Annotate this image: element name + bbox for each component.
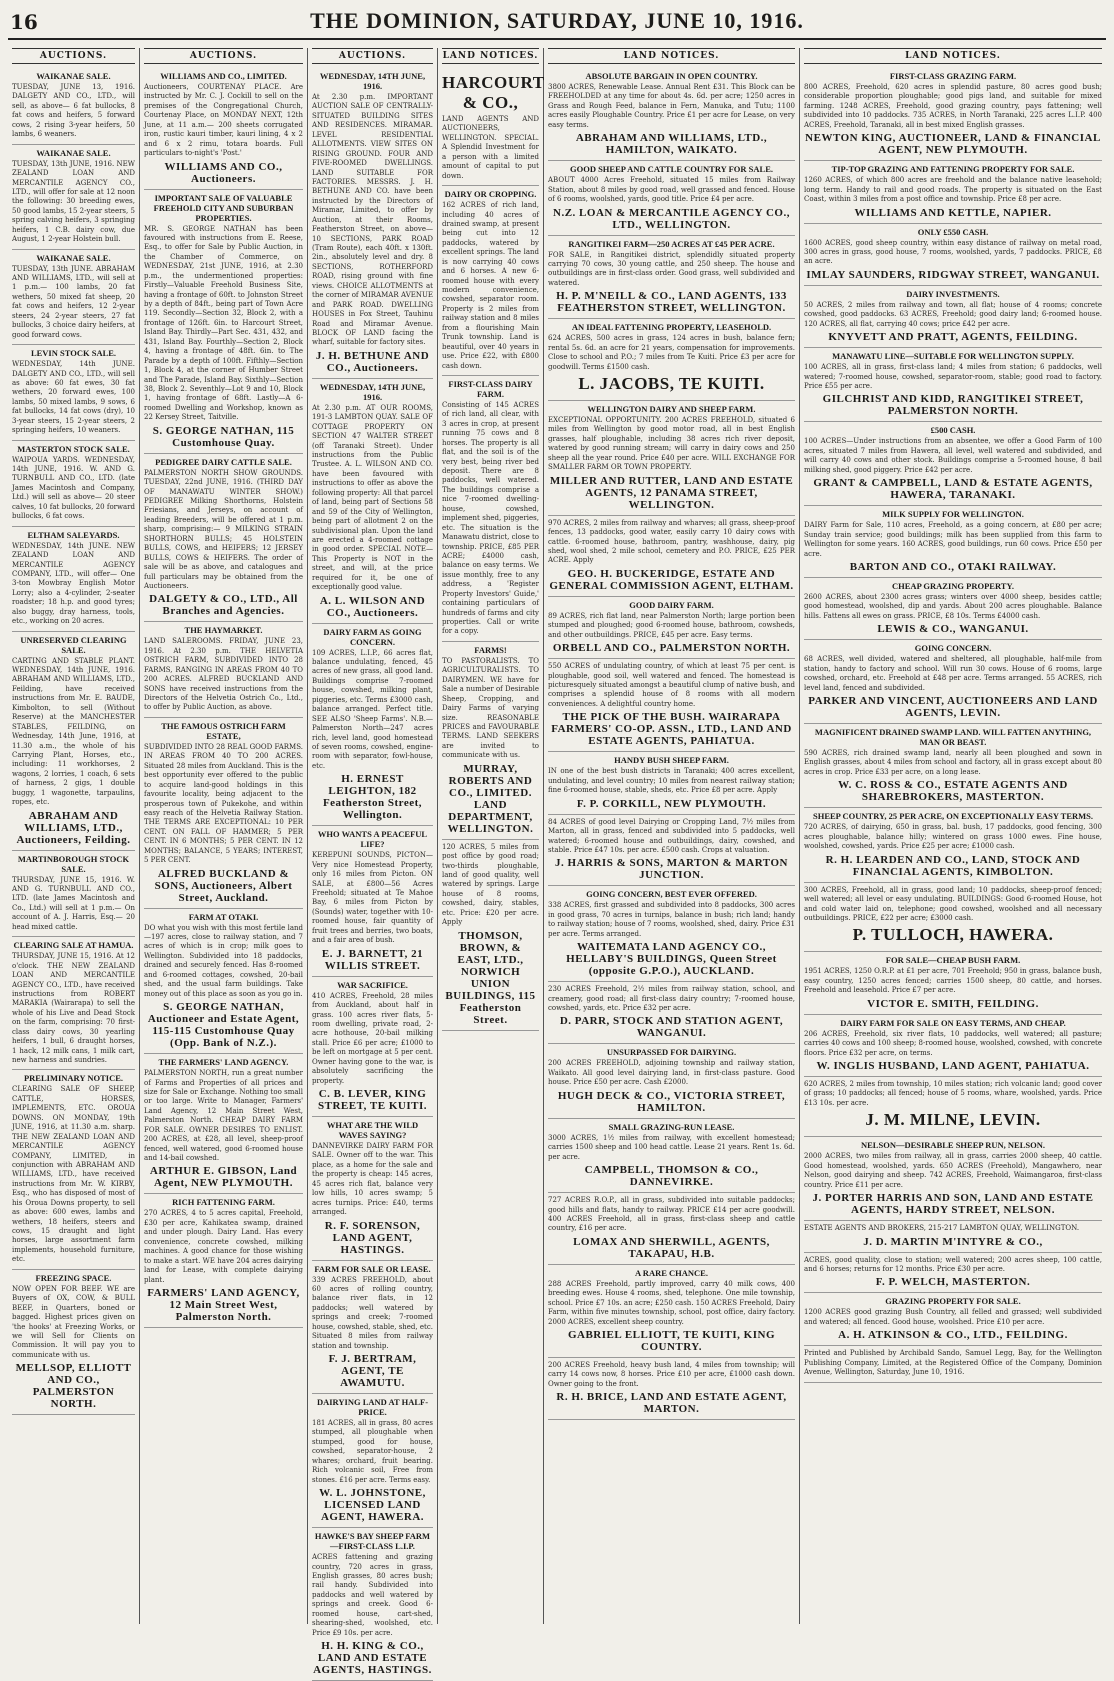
ad-signature: H. P. M'NEILL & CO., LAND AGENTS, 133 FEATHERSTON STREET, WELLINGTON.: [556, 290, 787, 315]
ad-body: 3800 ACRES, Renewable Lease. Annual Rent £31. This Block can be FREEHOLDED at any time for about 4s. 6d. per acre; 1250 acres in Grass and Rough Feed, balance in Fern, Manuka, and Tutu; 1100 acres easily Ploughable Country. Price £1 per acre for Lease, on very easy terms.: [548, 83, 795, 129]
ad-body: Consisting of 145 ACRES of rich land, all clear, with 3 acres in crop, at present running 75 cows and 8 horses. The property is all flat, and the soil is of the very best, being river bed deposit. There are 8 paddocks, well watered. The buildings comprise a nice 7-roomed dwelling-house, cowshed, implement shed, piggeries, etc. The situation is the Manawatu district, close to township. PRICE, £85 PER ACRE; £4000 cash, balance on easy terms. We issue monthly, free to any address, a 'Register Property Investors' Guide,' containing particulars of hundreds of farms and city properties. Call or write for a copy.: [442, 400, 539, 636]
column-heading: AUCTIONS.: [144, 48, 303, 64]
advertisement: [804, 808, 1102, 882]
ad-heading: NELSON—DESIRABLE SHEEP RUN, NELSON.: [861, 1140, 1045, 1151]
ad-signature: FARMERS' LAND AGENCY, 12 Main Street West, Palmerston North.: [147, 1286, 300, 1323]
ad-body: WAIPOUA YARDS. WEDNESDAY, 14th JUNE, 1916. W. AND G. TURNBULL AND CO., LTD. (late James Macintosh and Company, Ltd.) will sell as above— 20 steer calves, 10 fat bullocks, 20 forward bullocks, 6 fat cows.: [12, 455, 135, 521]
ad-heading: FIRST-CLASS DAIRY FARM.: [448, 378, 533, 399]
advertisement: [804, 1253, 1102, 1294]
ad-signature: ABRAHAM AND WILLIAMS, LTD., Auctioneers, Feilding.: [16, 809, 131, 846]
ad-signature: WILLIAMS AND KETTLE, NAPIER.: [854, 206, 1052, 219]
ad-heading: TIP-TOP GRAZING AND FATTENING PROPERTY FOR SALE.: [831, 164, 1075, 175]
advertisement: [548, 401, 795, 516]
ad-heading: RANGITIKEI FARM—250 ACRES AT £45 PER ACRE.: [568, 238, 775, 249]
advertisement: [442, 68, 545, 186]
ad-signature: ARTHUR E. GIBSON, Land Agent, NEW PLYMOUTH.: [149, 1165, 298, 1190]
ad-body: 200 ACRES Freehold, heavy bush land, 4 miles from township; will carry 14 cows now, 8 horses. Price £10 per acre, £1000 cash down. Owner going to the front.: [548, 1361, 795, 1388]
column-2: [140, 48, 308, 1624]
ad-body: 624 ACRES, 500 acres in grass, 124 acres in bush, balance fern; rental 5s. 6d. an acre for 21 years, compensation for improvements. Close to school and P.O.; 7 miles from Te Kuiti. Price £3 per acre for goodwill. Terms £1500 cash.: [548, 334, 795, 371]
ad-heading: WAR SACRIFICE.: [337, 979, 408, 990]
ad-body: DO what you wish with this most fertile land—197 acres, close to railway station, and 7 acres of which is in crop; milk goes to Wellington. Subdivided into 18 paddocks, drained and securely fenced. Has 8-roomed and 6-roomed cottages, cowshed, 20-bail shed, and the usual farm buildings. Take money out of this place as soon as you go in.: [144, 923, 303, 998]
ad-heading: FREEZING SPACE.: [35, 1272, 112, 1283]
ad-signature: LOMAX AND SHERWILL, AGENTS, TAKAPAU, H.B.: [573, 1235, 770, 1260]
advertisement: [804, 640, 1102, 724]
advertisement: [144, 718, 303, 909]
ad-body: 590 ACRES, rich drained swamp land, nearly all been ploughed and sown in English grasses, about 4 miles from school and factory, all in grass except about 80 acres in crop. Price £33 per acre, on a long lease.: [804, 749, 1102, 776]
ad-body: 200 ACRES FREEHOLD, adjoining township and railway station, Waikato. All good level dairying land, in first-class pasture. Good house. Price £50 per acre. Cash £2000.: [548, 1059, 795, 1087]
ad-heading: DAIRY FARM FOR SALE ON EASY TERMS, AND CHEAP.: [840, 1017, 1066, 1028]
advertisement: [312, 68, 433, 379]
ad-signature: J. D. MARTIN M'INTYRE & CO.,: [863, 1235, 1043, 1248]
ad-body: ACRES fattening and grazing country, 720 acres in grass, English grasses, 80 acres bush; rail handy. Subdivided into paddocks and well watered by springs and creek. Good 6-roomed house, cart-shed, shearing-shed, woolshed, etc. Price £9 10s. per acre.: [312, 1553, 433, 1637]
ad-signature: N.Z. LOAN & MERCANTILE AGENCY CO., LTD., WELLINGTON.: [553, 206, 790, 231]
ad-body: EXCEPTIONAL OPPORTUNITY. 200 ACRES FREEHOLD, situated 6 miles from Wellington by good motor road, all in best English grasses, half ploughable, including 38 acres rich river deposit, watered by good running stream; will carry in dairy cows and 250 sheep all the year round. Price £40 per acre. WILL EXCHANGE FOR SMALLER FARM OR TOWN PROPERTY.: [548, 416, 795, 472]
ad-body: ESTATE AGENTS AND BROKERS, 215-217 LAMBTON QUAY, WELLINGTON.: [804, 1224, 1080, 1233]
ad-body: PALMERSTON NORTH, run a great number of Farms and Properties of all prices and size for Sale or Exchange. Nothing too small or too large. Write to Manager, Farmers' Land Agency, 12 Main Street West, Palmerston North. CHEAP DAIRY FARM FOR SALE. OWNER DESIRES TO ENLIST. 200 ACRES, at £28, all level, sheep-proof fenced, well watered, good 6-roomed house and 14-bail cowshed.: [144, 1069, 303, 1162]
ad-heading: £500 CASH.: [930, 425, 976, 436]
ad-heading: UNRESERVED CLEARING SALE.: [20, 634, 127, 655]
advertisement: [144, 68, 303, 190]
ad-body: ACRES, good quality, close to station; well watered; 200 acres sheep, 100 cattle, and 6 horses; returns for 12 months. Price £30 per acre.: [804, 1255, 1102, 1273]
ad-heading: UNSURPASSED FOR DAIRYING.: [606, 1047, 737, 1058]
ad-signature: PARKER AND VINCENT, AUCTIONEERS AND LAND AGENTS, LEVIN.: [808, 695, 1098, 719]
ad-body: Auctioneers, COURTENAY PLACE. Are instructed by Mr. C. J. Cockill to sell on the premises of the Congregational Church, Courtenay Place, on MONDAY NEXT, 12th June, at 11 a.m.— 200 sheets corrugated iron, rustic kauri timber, kauri lining, 4 x 2 and 6 x 2 rimu, totara boards. Full particulars to-night's 'Post.': [144, 83, 303, 158]
advertisement: [548, 886, 795, 982]
ad-signature: J. M. MILNE, LEVIN.: [865, 1110, 1041, 1130]
column-1: [8, 48, 140, 1624]
advertisement: [804, 1293, 1102, 1346]
ad-body: 1260 ACRES, of which 800 acres are freehold and the balance native leasehold; long term. Handy to rail and good roads. The property is situated on the East Coast, within 3 miles from a post office and township. Price £8 per acre.: [804, 176, 1102, 204]
advertisement: [548, 1358, 795, 1420]
ad-body: 50 ACRES, 2 miles from railway and town, all flat; house of 4 rooms; concrete cowshed, good paddocks. 63 ACRES, Freehold; good dairy land; 6-roomed house. 120 ACRES, all flat, carrying 40 cows; price £42 per acre.: [804, 300, 1102, 328]
ad-body: 339 ACRES FREEHOLD, about 60 acres of rolling country, balance river flats, in 12 paddocks; well watered by springs and creek; 7-roomed house, cowshed, stable, shed, etc. Situated 8 miles from railway station and township.: [312, 1275, 433, 1350]
ad-heading: FARM FOR SALE OR LEASE.: [314, 1263, 431, 1274]
ad-heading: WAIKANAE SALE.: [36, 147, 111, 158]
ad-body: 3000 ACRES, 1½ miles from railway, with excellent homestead; carries 1500 sheep and 100 head cattle. Lease 21 years. Rent 1s. 6d. per acre.: [548, 1133, 795, 1161]
advertisement: [804, 1137, 1102, 1221]
ad-heading: PRELIMINARY NOTICE.: [23, 1073, 124, 1084]
advertisement: [804, 1221, 1102, 1252]
advertisement: [12, 937, 135, 1070]
ad-heading: LEVIN STOCK SALE.: [30, 348, 117, 359]
ad-heading: RICH FATTENING FARM.: [172, 1197, 275, 1208]
advertisement: [804, 952, 1102, 1014]
ad-body: TUESDAY, JUNE 13, 1916. DALGETY AND CO., LTD., will sell, as above— 6 fat bullocks, 8 fat cows and heifers, 5 forward cows, 2 rising 3-year heifers, 50 lambs, 6 weaners.: [12, 83, 135, 139]
advertisement: [442, 840, 539, 1031]
advertisement: [548, 516, 795, 597]
ad-signature: THE PICK OF THE BUSH. WAIRARAPA FARMERS' CO-OP. ASSN., LTD., LAND AND ESTATE AGENTS, PAHIATUA.: [551, 711, 792, 748]
column-3: [308, 48, 438, 1676]
advertisement: [804, 1015, 1102, 1077]
ad-body: 100 ACRES, all in grass, first-class land; 4 miles from station; 6 paddocks, well watered; 7-roomed house, cowshed, separator-room, stable; good road to factory. Price £55 per acre.: [804, 363, 1102, 390]
advertisement: [12, 527, 135, 632]
advertisement: [548, 161, 795, 235]
ad-body: 1600 ACRES, good sheep country, within easy distance of railway on metal road, 300 acres in grass, good house, 7 rooms, woolshed, yards, 7 paddocks. PRICE, £8 an acre.: [804, 238, 1102, 266]
ad-heading: THE FARMERS' LAND AGENCY.: [158, 1057, 289, 1068]
ad-signature: R. F. SORENSON, LAND AGENT, HASTINGS.: [324, 1219, 421, 1256]
ad-signature: W. INGLIS HUSBAND, LAND AGENT, PAHIATUA.: [816, 1060, 1090, 1072]
ad-body: 727 ACRES R.O.P., all in grass, subdivided into suitable paddocks; good hills and flats, handy to railway. PRICE £14 per acre goodwill. 400 ACRES Freehold, all in grass, first-class sheep and cattle country, £16 per acre.: [548, 1196, 795, 1233]
advertisement: [12, 250, 135, 346]
advertisement: [12, 632, 135, 851]
ad-signature: L. JACOBS, TE KUITI.: [578, 374, 765, 393]
ad-heading: WILLIAMS AND CO., LIMITED.: [160, 71, 287, 81]
newspaper-title: THE DOMINION, SATURDAY, JUNE 10, 1916.: [310, 8, 804, 33]
ad-body: TO PASTORALISTS. TO AGRICULTURALISTS. TO DAIRYMEN. WE have for Sale a number of Desirable Sheep, Cropping, and Dairy Farms of varying size. REASONABLE PRICES and FAVOURABLE TERMS. LAND SEEKERS are invited to communicate with us.: [442, 656, 539, 760]
ad-heading: A RARE CHANCE.: [635, 1267, 708, 1278]
ad-heading: GOOD DAIRY FARM.: [629, 599, 714, 610]
ad-body: WEDNESDAY, 14th JUNE. NEW ZEALAND LOAN AND MERCANTILE AGENCY COMPANY, LTD., will offer— One 3-ton Mowbray English Motor Lorry; also a 4-cylinder, 2-seater roadster; 18 h.p. and good tyres; also buggy, dray harness, tools, etc., working on 20 acres.: [12, 541, 135, 626]
ad-heading: WEDNESDAY, 14TH JUNE, 1916.: [319, 71, 426, 91]
ad-signature: S. GEORGE NATHAN, Auctioneer and Estate Agent, 115-115 Customhouse Quay (Opp. Bank of N.Z.).: [147, 1001, 300, 1050]
advertisement: [312, 1261, 433, 1395]
ad-body: 100 ACRES—Under instructions from an absentee, we offer a Good Farm of 100 acres, situated 7 miles from Hawera, all level, well watered and subdivided, and will carry 40 cows and other stock. Buildings comprise a 5-roomed house, 8 bail milking shed, good piggery. Price £42 per acre.: [804, 437, 1102, 474]
ad-signature: C. B. LEVER, KING STREET, TE KUITI.: [318, 1088, 427, 1112]
ad-signature: MELLSOP, ELLIOTT AND CO., PALMERSTON NORTH.: [15, 1362, 132, 1411]
ad-heading: CHEAP GRAZING PROPERTY.: [892, 580, 1014, 591]
ad-signature: GEO. H. BUCKERIDGE, ESTATE AND GENERAL COMMISSION AGENT, ELTHAM.: [549, 567, 794, 592]
ad-heading: ELTHAM SALEYARDS.: [27, 529, 120, 540]
ad-signature: R. H. BRICE, LAND AND ESTATE AGENT, MARTON.: [556, 1391, 787, 1416]
ad-body: At 2.30 p.m. IMPORTANT AUCTION SALE OF CENTRALLY-SITUATED BUILDING SITES AND RESIDENCES. MIRAMAR. LEVEL RESIDENTIAL ALLOTMENTS. VIEW SITES ON RISING GROUND. FOUR AND FIVE-ROOMED DWELLINGS. LAND SUITABLE FOR FACTORIES. MESSRS. J. H. BETHUNE AND CO. have been instructed by the Directors of Miramar, Limited, to offer by Auction, at their Rooms, Featherston Street, on above— 10 SECTIONS, PARK ROAD (Tram Route), each 40ft. x 130ft. 2in., absolutely level and dry. 8 SECTIONS, ROTHERFORD ROAD, rising ground with fine views. CHOICE ALLOTMENTS at the corner of MIRAMAR AVENUE and PARK ROAD. DWELLING HOUSES in Fox Street, Tauhinu Road and Miramar Avenue. BLOCK OF LAND facing the wharf, suitable for factory sites.: [312, 93, 433, 347]
ad-heading: WAIKANAE SALE.: [36, 71, 111, 81]
ad-signature: R. H. LEARDEN AND CO., LAND, STOCK AND FINANCIAL AGENTS, KIMBOLTON.: [825, 853, 1081, 878]
advertisement: [804, 286, 1102, 348]
ad-signature: GRANT & CAMPBELL, LAND & ESTATE AGENTS, HAWERA, TARANAKI.: [813, 477, 1093, 502]
ad-heading: MASTERTON STOCK SALE.: [17, 443, 130, 454]
ad-heading: GOING CONCERN.: [914, 643, 992, 654]
advertisement: [548, 1265, 795, 1358]
advertisement: [312, 977, 433, 1117]
advertisement: [548, 752, 795, 814]
ad-heading: DAIRY INVESTMENTS.: [906, 288, 1000, 299]
ad-heading: FARMS!: [474, 644, 507, 655]
advertisement: [312, 826, 433, 976]
ad-body: CLEARING SALE OF SHEEP, CATTLE, HORSES, IMPLEMENTS, ETC. OROUA DOWNS. ON MONDAY, 19th JUNE, 1916, at 11.30 a.m. sharp. THE NEW ZEALAND LOAN AND MERCANTILE AGENCY COMPANY, LIMITED, in conjunction with ABRAHAM AND WILLIAMS, LTD., have received instructions from Mr. W. KIRBY, Esq., who has disposed of most of his Oroua Downs property, to sell as above: 600 ewes, lambs and wethers, 18 heifers, steers and cows, 15 draught and light horses, large assortment farm implements, household furniture, etc.: [12, 1085, 135, 1264]
advertisement: [442, 186, 539, 376]
advertisement: [312, 1394, 433, 1528]
ad-signature: NEWTON KING, AUCTIONEER, LAND & FINANCIAL AGENT, NEW PLYMOUTH.: [805, 132, 1101, 157]
ad-body: IN one of the best bush districts in Taranaki; 400 acres excellent, undulating, and level country; 10 miles from nearest railway station; fine 6-roomed house, stable, sheds, etc. Price £8 per acre. Apply: [548, 767, 795, 795]
advertisement: [804, 724, 1102, 808]
ad-signature: VICTOR E. SMITH, FEILDING.: [867, 997, 1039, 1010]
advertisement: [144, 622, 303, 718]
ad-signature: H. ERNEST LEIGHTON, 182 Featherston Street, Wellington.: [322, 773, 423, 822]
ad-signature: MILLER AND RUTTER, LAND AND ESTATE AGENTS, 12 PANAMA STREET, WELLINGTON.: [549, 474, 794, 511]
ad-body: MR. S. GEORGE NATHAN has been favoured with instructions from E. Reese, Esq., to offer for Sale by Public Auction, in the Chamber of Commerce, on WEDNESDAY, 21st JUNE, 1916, at 2.30 p.m., the undermentioned properties: Firstly—Valuable Freehold Business Site, having a frontage of 60ft. to Johnston Street by a depth of 84ft., being part of Town Acre 119. Secondly—Section 32, Block 2, with a frontage of 126ft. 6in. to Harcourt Street, Island Bay. Thirdly—Part Sec. 431, 432, and 431, Island Bay. Fourthly—Section 2, Block 4, having a frontage of 48ft. 6in. to The Parade by a depth of 100ft. Fifthly—Section 1, Block 4, at the corner of Humber Street and The Parade, Island Bay. Sixthly—Section 38, Block 2. Seventhly—Lot 9 and 10, Block 1, having frontage of 68ft. Lastly—A 6-roomed Dwelling and Workshop, known as 22 Kersey Street, Taitville.: [144, 224, 304, 422]
ad-body: 970 ACRES, 2 miles from railway and wharves; all grass, sheep-proof fences, 13 paddocks, good water, easily carry 10 dairy cows with cattle. 6-roomed house, bathroom, pantry, washhouse, dairy, pig shed, wool shed, 2 mile school, cemetery and P.O. PRICE, £25 PER ACRE. Apply: [548, 518, 795, 565]
ad-body: THURSDAY, JUNE 15, 1916. At 12 o'clock. THE NEW ZEALAND LOAN AND MERCANTILE AGENCY CO., LTD., have received instructions from ROBERT MARAKIA (Wairarapa) to sell the whole of his Live and Dead Stock on the farm, comprising: 70 first-class dairy cows, 30 yearling heifers, 1 bull, 6 draught horses, 1 hack, 12 milk cans, 1 milk cart, new harness and sundries.: [12, 952, 135, 1064]
ad-signature: F. P. CORKILL, NEW PLYMOUTH.: [576, 797, 767, 810]
advertisement: [548, 1119, 795, 1193]
advertisement: [548, 1193, 795, 1265]
advertisement: [312, 624, 433, 827]
advertisement: [804, 224, 1102, 286]
ad-heading: THE FAMOUS OSTRICH FARM ESTATE,: [161, 720, 286, 741]
ad-body: At 2.30 p.m. AT OUR ROOMS, 191-3 LAMBTON QUAY. SALE OF COTTAGE PROPERTY ON SECTION 47 WALTER STREET (off Taranaki Street). Under instructions from the Public Trustee. A. L. WILSON AND CO. have been favoured with instructions to offer as above the following property: All that parcel of land, being part of Sections 58 and 59 of the City of Wellington, being part of allotment 2 on the subdivisional plan. Upon the land are erected a 4-roomed cottage in good order. SPECIAL NOTE—This Property is NOT in the street, and will, at the price required for it, be one of exceptionally good value.: [312, 403, 433, 592]
ad-body: 550 ACRES of undulating country, of which at least 75 per cent. is ploughable, good soil, well watered and fenced. The homestead is picturesquely situated amongst a beautiful clump of native bush, and comprises a splendid house of 8 rooms with all modern conveniences. A delightful country home.: [548, 662, 795, 708]
ad-heading: DAIRYING LAND AT HALF-PRICE.: [316, 1397, 429, 1417]
advertisement: [804, 348, 1102, 422]
ad-body: 84 ACRES of good level Dairying or Cropping Land, 7½ miles from Marton, all in grass, fenced and subdivided into 5 paddocks, well watered; 6-roomed house and outbuildings, dairy, cowshed, and stable. Price £47 10s. per acre. £500 cash. Crops at valuation.: [548, 817, 795, 854]
ad-heading: DAIRY FARM AS GOING CONCERN.: [323, 626, 422, 647]
ad-signature: J. PORTER HARRIS AND SON, LAND AND ESTATE AGENTS, HARDY STREET, NELSON.: [812, 1192, 1094, 1217]
ad-heading: THE HAYMARKET.: [184, 625, 263, 636]
advertisement: [548, 236, 795, 320]
ad-signature: H. H. KING & CO., LAND AND ESTATE AGENTS, HASTINGS.: [313, 1640, 432, 1676]
column-5: [544, 48, 800, 1624]
ad-signature: LEWIS & CO., WANGANUI.: [877, 623, 1029, 636]
ad-signature: HARCOURT & CO.,: [442, 73, 545, 112]
ad-heading: IMPORTANT SALE OF VALUABLE FREEHOLD CITY AND SUBURBAN PROPERTIES.: [153, 192, 294, 223]
ad-body: 120 ACRES, 5 miles from post office by good road; two-thirds ploughable, land of good quality, well watered by springs. Large house of 8 rooms, cowshed, dairy, stables, etc. Price: £20 per acre. Apply: [442, 842, 539, 927]
ad-signature: P. TULLOCH, HAWERA.: [852, 925, 1054, 945]
advertisement: [548, 1044, 795, 1118]
advertisement: [12, 851, 135, 938]
ad-heading: GOOD SHEEP AND CATTLE COUNTRY FOR SALE.: [569, 164, 774, 175]
ad-body: 89 ACRES, rich flat land, near Palmerston North; large portion been stumped and ploughed; good 6-roomed house, bathroom, cowsheds, and other outbuildings. PRICE, £45 per acre. Easy terms.: [548, 611, 795, 639]
ad-body: LAND AGENTS AND AUCTIONEERS, WELLINGTON. SPECIAL. A Splendid Investment for a person with a limited amount of capital to put down.: [442, 115, 539, 180]
ad-signature: E. J. BARNETT, 21 WILLIS STREET.: [321, 947, 424, 972]
column-heading: LAND NOTICES.: [442, 48, 539, 64]
ad-signature: BARTON AND CO., OTAKI RAILWAY.: [849, 560, 1057, 573]
ad-heading: SMALL GRAZING-RUN LEASE.: [608, 1121, 735, 1132]
ad-body: 1951 ACRES, 1250 O.R.P. at £1 per acre, 701 Freehold; 950 in grass, balance bush, easy country, 1250 acres fenced; carries 1500 sheep, 80 cattle, and horses. Freehold and leasehold. Price £7 per acre.: [804, 967, 1102, 995]
advertisement: [144, 1054, 303, 1194]
ad-body: 270 ACRES, 4 to 5 acres capital, Freehold, £30 per acre, Kahikatea swamp, drained and under plough. Dairy Land. Has every convenience, concrete cowshed, milking machines. A good chance for those wishing to make a start. WE have 204 acres dairying land for Lease, with complete dairying plant.: [144, 1209, 303, 1284]
ad-signature: DALGETY & CO., LTD., All Branches and Agencies.: [149, 593, 298, 618]
advertisement: [312, 1528, 433, 1681]
ad-body: 109 ACRES, L.I.P., 66 acres flat, balance undulating, fenced, 45 acres of new grass, all good land. Buildings comprise 7-roomed house, cowshed, milking plant, piggeries, etc. Terms £3000 cash, balance arranged. Perfect title. SEE ALSO 'Sheep Farms'. N.B.—Palmerston North—247 acres rich, level land, good homestead of seven rooms, cowshed, engine-room with separator, fowl-house, etc.: [312, 648, 433, 770]
ad-body: NOW OPEN FOR BEEF. WE are Buyers of OX, COW, & BULL BEEF, in Quarters, boned or bagged. Highest prices given on 'the hooks' at Freezing Works, or we will Sell for Clients on Commission. It will pay you to communicate with us.: [12, 1284, 135, 1359]
advertisement: [12, 68, 135, 145]
column-heading: AUCTIONS.: [12, 48, 135, 64]
ad-body: PALMERSTON NORTH SHOW GROUNDS. TUESDAY, 22nd JUNE, 1916. (THIRD DAY OF MANAWATU WINTER SHOW.) PEDIGREE Milking Shorthorns, Holstein Friesians, and Jerseys, on account of leading Breeders, will be offered at 1 p.m. sharp, comprising:— 9 MILKING STRAIN SHORTHORN BULLS; 45 HOLSTEIN BULLS, COWS, and HEIFERS; 12 JERSEY BULLS, COWS & HEIFERS. The order of sale will be as above, and catalogues and full particulars may be obtained from the Auctioneers.: [144, 468, 303, 590]
advertisement: [144, 454, 303, 623]
ad-heading: ONLY £550 CASH.: [917, 226, 989, 237]
ad-body: 288 ACRES Freehold, partly improved, carry 40 milk cows, 400 breeding ewes. House 4 rooms, shed, telephone. One mile township, school. Price £7 10s. an acre; £250 cash. 150 ACRES Freehold, Dairy Farm, within five minutes township, school, post office, dairy factory. 2000 ACRES, excellent sheep country.: [548, 1279, 795, 1326]
ad-signature: WAITEMATA LAND AGENCY CO., HELLABY'S BUILDINGS, Queen Street (opposite G.P.O.), AUCKLAND.: [566, 941, 777, 978]
advertisement: [804, 422, 1102, 506]
advertisement: [12, 1270, 135, 1416]
advertisement: [804, 1077, 1102, 1137]
advertisement: [312, 1117, 433, 1261]
ad-heading: GRAZING PROPERTY FOR SALE.: [885, 1296, 1021, 1307]
ad-body: ABOUT 4000 Acres Freehold, situated 15 miles from Railway Station, about 8 miles by good road, well grassed and fenced. House of 6 rooms, woolshed, yards, good title. Price £4 per acre.: [548, 176, 795, 204]
column-heading: LAND NOTICES.: [804, 48, 1102, 64]
ad-heading: WELLINGTON DAIRY AND SHEEP FARM.: [587, 404, 756, 414]
ad-heading: MARTINBOROUGH STOCK SALE.: [17, 853, 130, 874]
ad-body: 206 ACRES, Freehold, six river flats, 10 paddocks, well watered; all pasture; carries 40 cows and 100 sheep; 8-roomed house, woolshed, cowshed, with concrete floors. Price £32 per acre, on terms.: [804, 1029, 1102, 1057]
ad-signature: S. GEORGE NATHAN, 115 Customhouse Quay.: [152, 424, 295, 449]
ad-body: 720 ACRES, of dairying, 650 in grass, bal. bush, 17 paddocks, good fencing, 300 acres ploughable, balance hilly; wintered on grass 1000 ewes. Fine house, woolshed, cowshed, yards. Price £25 per acre; £1000 cash.: [804, 823, 1102, 851]
ad-signature: WILLIAMS AND CO., Auctioneers.: [164, 160, 283, 185]
ad-signature: ORBELL AND CO., PALMERSTON NORTH.: [552, 642, 791, 655]
ad-body: 338 ACRES, first grassed and subdivided into 8 paddocks, 300 acres in good grass, 70 acres in turnips, balance in bush; rich land; handy to railway station; house of 7 rooms, woolshed, shed, dairy. Price £31 per acre. Terms arranged.: [548, 901, 795, 938]
ad-signature: THOMSON, BROWN, & EAST, LTD., NORWICH UNION BUILDINGS, 115 Featherston Street.: [445, 929, 536, 1026]
ad-body: DANNEVIRKE DAIRY FARM FOR SALE. Owner off to the war. This place, as a home for the sale and the property is cheap: 145 acres, 45 acres rich flat, balance very low hills, 10 acres swamp; 5 acres turnips. Price: £40, terms arranged.: [312, 1142, 433, 1217]
advertisement: [442, 642, 539, 840]
ad-body: 162 ACRES of rich land, including 40 acres of drained swamp, at present being cut into 12 paddocks, watered by excellent springs. The land is now carrying 40 cows and 6 horses. A new 6-roomed house with every modern convenience, cowshed, separator room. Property is 2 miles from railway station and 8 miles from a flourishing Main Trunk township. Land is beautiful, over 40 years in use. Price £22, with £800 cash down.: [442, 201, 539, 370]
ad-heading: WHAT ARE THE WILD WAVES SAYING?: [326, 1120, 419, 1140]
advertisement: [144, 190, 303, 454]
advertisement: [548, 982, 795, 1044]
ad-body: WEDNESDAY, 14th JUNE. DALGETY AND CO., LTD., will sell as above: 60 fat ewes, 30 fat wethers, 20 forward ewes, 100 lambs, 50 mixed lambs, 9 sows, 6 fat bullocks, 14 fat cows (dry), 10 3-year steers, 15 2-year steers, 2 springing heifers, 10 weaners.: [12, 360, 135, 435]
ad-signature: GABRIEL ELLIOTT, TE KUITI, KING COUNTRY.: [567, 1329, 776, 1353]
newspaper-columns: [8, 48, 1106, 1676]
ad-signature: ALFRED BUCKLAND & SONS, Auctioneers, Albert Street, Auckland.: [154, 867, 293, 904]
ad-body: 410 ACRES, Freehold, 28 miles from Auckland, about half in grass. 100 acres river flats, 5-room dwelling, private road, 2-acre hothouse, 20-bail milking stall. Price £6 per acre; £1000 to be left on mortgage at 5 per cent. Owner having gone to the war, is absolutely sacrificing the property.: [312, 991, 433, 1085]
ad-signature: GILCHRIST AND KIDD, RANGITIKEI STREET, PALMERSTON NORTH.: [822, 393, 1084, 418]
ad-body: 1200 ACRES good grazing Bush Country, all felled and grassed; well subdivided and watered; all fenced. Good house, woolshed. Price £10 per acre.: [804, 1308, 1102, 1326]
ad-heading: MAGNIFICENT DRAINED SWAMP LAND. WILL FATTEN ANYTHING, MAN OR BEAST.: [814, 727, 1092, 747]
ad-heading: MANAWATU LINE—SUITABLE FOR WELLINGTON SUPPLY.: [832, 351, 1074, 362]
advertisement: [144, 1194, 303, 1328]
column-heading: LAND NOTICES.: [548, 48, 795, 64]
column-heading: AUCTIONS.: [312, 48, 433, 64]
advertisement: [804, 1346, 1102, 1382]
ad-signature: ABRAHAM AND WILLIAMS, LTD., HAMILTON, WAIKATO.: [575, 132, 768, 157]
ad-body: KEREPUNI SOUNDS, PICTON—Very nice Homestead Property, only 16 miles from Picton. ON SALE, at £800—56 Acres Freehold; situated at Te Mahoe Bay, 6 miles from Picton by (Sounds) water, together with 10-roomed house, fair quantity of fruit trees and berries, two boats, and a fair area of bush.: [312, 851, 433, 945]
ad-body: 620 ACRES, 2 miles from township, 10 miles station; rich volcanic land; good cover of grass; 10 paddocks; all fenced; house of 5 rooms, whare, woolshed, yards. Price £13 10s. per acre.: [804, 1080, 1102, 1107]
ad-heading: WHO WANTS A PEACEFUL LIFE?: [317, 829, 428, 850]
ad-heading: CLEARING SALE AT HAMUA.: [13, 940, 134, 951]
ad-body: FOR SALE, in Rangitikei district, splendidly situated property carrying 70 cows, 30 young cattle, and 250 sheep. The house and outbuildings are in first-class order. Good grass, well subdivided and watered.: [548, 250, 795, 287]
ad-signature: A. H. ATKINSON & CO., LTD., FEILDING.: [838, 1329, 1068, 1342]
ad-signature: F. J. BERTRAM, AGENT, TE AWAMUTU.: [328, 1353, 417, 1389]
ad-heading: MILK SUPPLY FOR WELLINGTON.: [882, 509, 1024, 520]
ad-signature: KNYVETT AND PRATT, AGENTS, FEILDING.: [828, 331, 1078, 344]
advertisement: [12, 1070, 135, 1269]
ad-heading: HANDY BUSH SHEEP FARM.: [614, 755, 729, 766]
ad-body: 181 ACRES, all in grass, 80 acres stumped, all ploughable when stumped, good for house, cowshed, separator-house, 2 whares; orchard, fruit bearing. Rich volcanic soil, Free from stones. £16 per acre. Terms easy.: [312, 1419, 433, 1484]
ad-body: TUESDAY, 13th JUNE. ABRAHAM AND WILLIAMS, LTD., will sell at 1 p.m.— 100 lambs, 20 fat wethers, 50 mixed fat sheep, 20 fat cows and heifers, 12 2-year steers, 24 2-year steers, 27 fat bullocks, 3 choice dairy heifers, at good forward cows.: [12, 264, 135, 339]
advertisement: [548, 319, 795, 401]
column-4: [438, 48, 544, 1624]
page-number: 16: [10, 10, 38, 34]
ad-heading: PEDIGREE DAIRY CATTLE SALE.: [155, 456, 292, 467]
ad-body: SUBDIVIDED INTO 28 REAL GOOD FARMS. IN AREAS FROM 40 TO 200 ACRES. Situated 28 miles from Auckland. This is the best opportunity ever offered to the public to acquire land-good holdings in this favourite locality, being adjacent to the prosperous town of Pukekohe, and within easy reach of the Helvetia Railway Station. THE TERMS ARE EXCEPTIONAL: 10 PER CENT. ON FALL OF HAMMER; 5 PER CENT. IN 6 MONTHS; 5 PER CENT. IN 12 MONTHS; BALANCE, 5 YEARS; INTEREST, 5 PER CENT.: [144, 742, 303, 865]
ad-heading: GOING CONCERN, BEST EVER OFFERED.: [586, 889, 757, 900]
advertisement: [548, 659, 795, 752]
ad-signature: J. H. BETHUNE AND CO., Auctioneers.: [315, 349, 430, 374]
advertisement: [804, 161, 1102, 223]
advertisement: [804, 578, 1102, 640]
ad-body: 68 ACRES, well divided, watered and sheltered, all ploughable, half-mile from station, handy to factory and school. Will run 30 cows. House of 6 rooms, large cowshed, orchard, etc. Freehold at £48 per acre. Terms arranged. 55 ACRES, rich level land, fenced and subdivided.: [804, 655, 1102, 692]
ad-signature: F. P. WELCH, MASTERTON.: [875, 1276, 1031, 1289]
ad-heading: FIRST-CLASS GRAZING FARM.: [889, 71, 1017, 81]
ad-heading: SHEEP COUNTRY, 25 PER ACRE, ON EXCEPTIONALLY EASY TERMS.: [812, 811, 1094, 822]
advertisement: [548, 68, 795, 161]
ad-heading: HAWKE'S BAY SHEEP FARM—FIRST-CLASS L.I.P.: [314, 1531, 431, 1552]
ad-heading: FARM AT OTAKI.: [188, 911, 259, 922]
ad-signature: J. HARRIS & SONS, MARTON & MARTON JUNCTION.: [555, 857, 788, 882]
advertisement: [442, 376, 539, 642]
ad-heading: AN IDEAL FATTENING PROPERTY, LEASEHOLD.: [571, 322, 772, 333]
ad-body: 2600 ACRES, about 2300 acres grass; winters over 4000 sheep, besides cattle; good homestead, woolshed, dip and yards. About 200 acres ploughable. Balance hills. Fattens all ewes on grass. PRICE, £8 10s. Terms £4000 cash.: [804, 592, 1102, 620]
ad-body: LAND SALEROOMS. FRIDAY, JUNE 23, 1916. At 2.30 p.m. THE HELVETIA OSTRICH FARM, SUBDIVIDED INTO 28 FARMS, RANGING IN AREAS FROM 40 TO 200 ACRES. ALFRED BUCKLAND AND SONS have received instructions from the Directors of the Helvetia Ostrich Co., Ltd., to offer by Public Auction, as above.: [144, 637, 303, 712]
advertisement: [12, 441, 135, 527]
ad-body: 300 ACRES, Freehold, all in grass, good land; 10 paddocks, sheep-proof fenced; well watered; all level or easy undulating. BUILDINGS: Good 6-roomed House, hot and cold water laid on, telephone; good cowshed, woolshed and all necessary outbuildings. PRICE, £22 per acre; £3000 cash.: [804, 885, 1102, 922]
advertisement: [548, 597, 795, 659]
advertisement: [12, 145, 135, 250]
ad-signature: IMLAY SAUNDERS, RIDGWAY STREET, WANGANUI.: [806, 268, 1100, 281]
ad-body: 800 ACRES, Freehold, 620 acres in splendid pasture, 80 acres good bush; considerable proportion ploughable; good pigs land, and suitable for mixed farming. 1248 ACRES, Freehold, good grazing country, pays fattening; well subdivided into 10 paddocks. 735 ACRES, in North Taranaki, 225 acres L.I.P. 400 ACRES, Freehold, Taranaki, all in best mixed English grasses.: [804, 83, 1102, 129]
ad-body: THURSDAY, JUNE 15, 1916. W. AND G. TURNBULL AND CO., LTD. (late James Macintosh and Co., Ltd.) will sell at 1 p.m.— On account of A. J. Harris, Esq.— 20 head mixed cattle.: [12, 875, 135, 931]
advertisement: [12, 345, 135, 441]
advertisement: [804, 68, 1102, 161]
ad-signature: HUGH DECK & CO., VICTORIA STREET, HAMILTON.: [557, 1089, 786, 1114]
ad-signature: CAMPBELL, THOMSON & CO., DANNEVIRKE.: [584, 1164, 759, 1189]
advertisement: [804, 883, 1102, 953]
ad-heading: WAIKANAE SALE.: [36, 252, 111, 263]
ad-signature: A. L. WILSON AND CO., Auctioneers.: [319, 594, 426, 619]
ad-heading: WEDNESDAY, 14TH JUNE, 1916.: [319, 381, 426, 402]
advertisement: [804, 506, 1102, 578]
ad-heading: ABSOLUTE BARGAIN IN OPEN COUNTRY.: [585, 71, 758, 81]
ad-signature: W. L. JOHNSTONE, LICENSED LAND AGENT, HAWERA.: [319, 1487, 426, 1524]
advertisement: [548, 815, 795, 887]
advertisement: [312, 379, 433, 624]
ad-body: TUESDAY, 13th JUNE, 1916. NEW ZEALAND LOAN AND MERCANTILE AGENCY CO., LTD., will offer for sale at 12 noon the following: 30 breeding ewes, 50 good lambs, 15 2-year steers, 5 spring calving heifers, 3 springing heifers, 1 C.B. dairy cow, due August, 1 2-year Holstein bull.: [12, 159, 135, 244]
ad-body: 230 ACRES Freehold, 2½ miles from railway station, school, and creamery, good road; all first-class dairy country; 7-roomed house, cowshed, yards, etc. Price £32 per acre.: [548, 985, 795, 1012]
ad-body: DAIRY Farm for Sale, 110 acres, Freehold, as a going concern, at £80 per acre; Sunday train service; good buildings; milk has been supplied from this farm to Wellington for some years. 160 ACRES, good buildings, run 60 cows. Price £50 per acre.: [804, 521, 1102, 558]
ad-signature: W. C. ROSS & CO., ESTATE AGENTS AND SHAREBROKERS, MASTERTON.: [838, 779, 1068, 804]
column-6: [800, 48, 1106, 1624]
advertisement: [144, 909, 303, 1055]
ad-heading: DAIRY OR CROPPING.: [444, 189, 537, 200]
masthead: [8, 6, 1106, 40]
ad-heading: FOR SALE—CHEAP BUSH FARM.: [885, 955, 1021, 966]
ad-body: Printed and Published by Archibald Sando, Samuel Legg, Bay, for the Wellington Publishing Company, Limited, at the Registered Office of the Company, Dominion Avenue, Wellington, Saturday, June 10, 1916.: [804, 1349, 1102, 1377]
ad-body: 2000 ACRES, two miles from railway, all in grass, carries 2000 sheep, 40 cattle. Good homestead, woolshed, yards. 650 ACRES (Freehold), Mangawhero, near Nelson, good dairying and sheep. 742 ACRES, Freehold, Waimangaroa, first-class country. Price £11 per acre.: [804, 1152, 1102, 1189]
ad-body: CARTING AND STABLE PLANT. WEDNESDAY, 14th JUNE, 1916. ABRAHAM AND WILLIAMS, LTD., Feilding, have received instructions from Mr. E. BAUDE, Kimbolton, to sell (Without Reserve) at the MANCHESTER STABLES, FEILDING, on Wednesday, 14th June, 1916, at 11.30 a.m., the whole of his Carrying Plant, Horses, etc., including: 11 workhorses, 2 wagons, 2 lorries, 1 coach, 6 sets of harness, 2 gigs, 1 double buggy, 1 wagonette, tarpaulins, ropes, etc.: [12, 656, 135, 807]
ad-signature: D. PARR, STOCK AND STATION AGENT, WANGANUI.: [559, 1015, 784, 1040]
ad-signature: MURRAY, ROBERTS AND CO., LIMITED. LAND DEPARTMENT, WELLINGTON.: [447, 762, 534, 835]
